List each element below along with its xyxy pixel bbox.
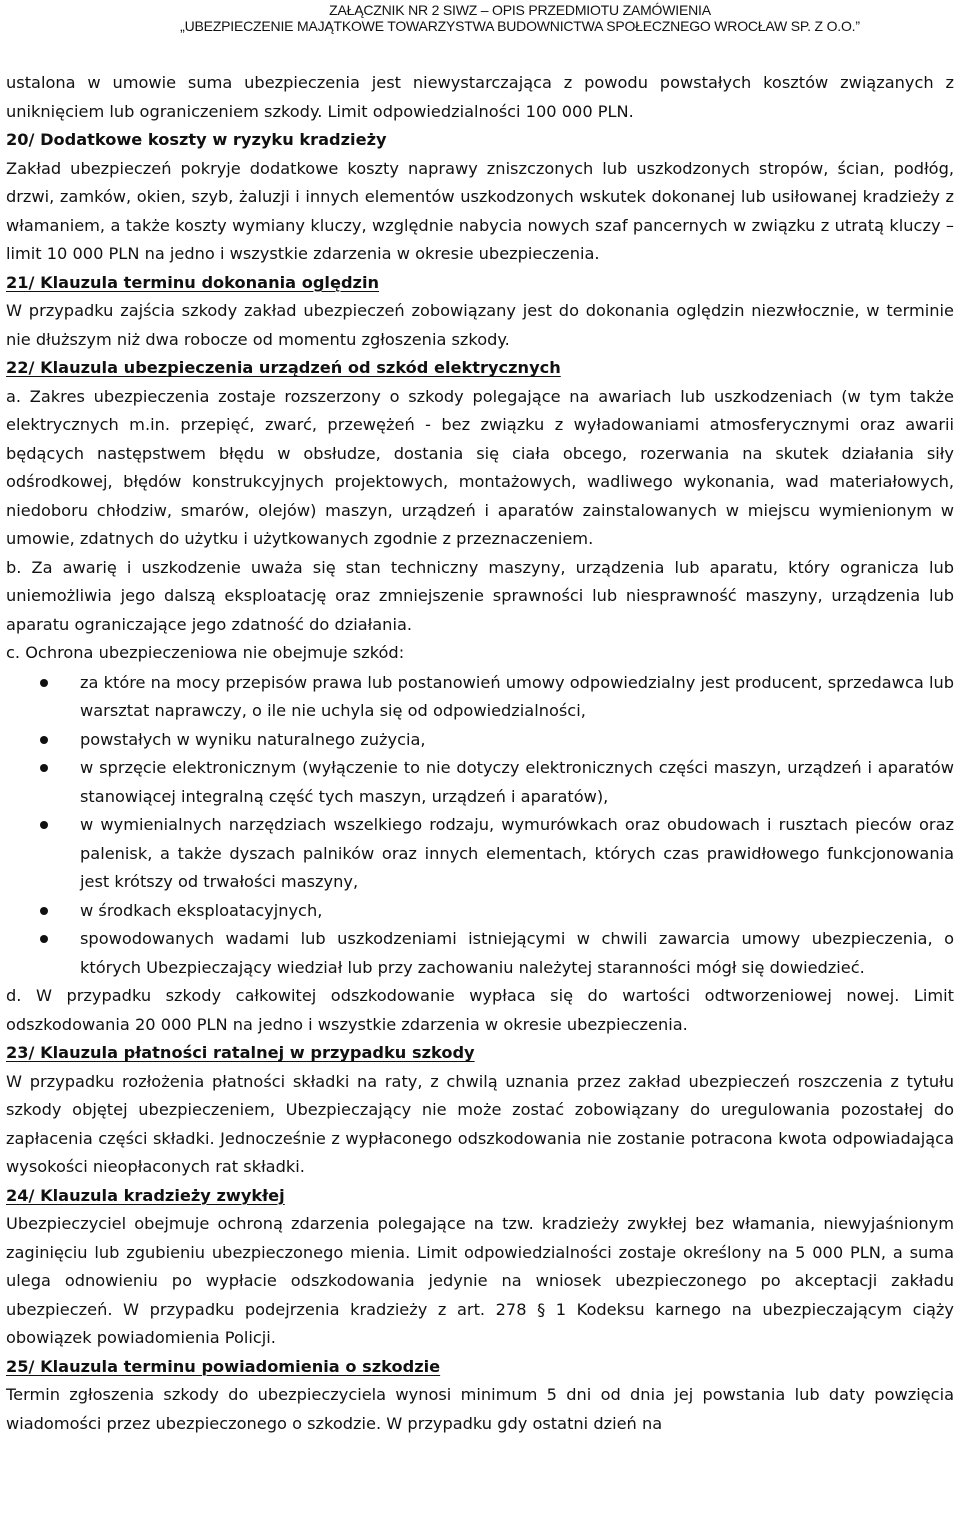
header-line-2: „UBEZPIECZENIE MAJĄTKOWE TOWARZYSTWA BUDOWNICTWA SPOŁECZNEGO WROCŁAW SP. Z O.O.” bbox=[180, 18, 860, 34]
intro-paragraph: ustalona w umowie suma ubezpieczenia jest niewystarczająca z powodu powstałych kosztów związanych z uniknięciem lub ograniczeniem szkody. Limit odpowiedzialności 100 000 PLN. bbox=[6, 73, 954, 121]
bullet-icon bbox=[40, 821, 48, 829]
section-20-body: Zakład ubezpieczeń pokryje dodatkowe koszty naprawy zniszczonych lub uszkodzonych stropów, ścian, podłóg, drzwi, zamków, okien, szyb, żaluzji i innych elementów uszkodzonych wskutek dokonanej lub usiłowanej kradzieży z włamaniem, a także koszty wymiany kluczy, względnie nabycia nowych szaf pancernych w związku z utratą kluczy – limit 10 000 PLN na jedno i wszystkie zdarzenia w okresie ubezpieczenia. bbox=[6, 158, 954, 263]
list-item bbox=[80, 669, 954, 726]
section-22-point-b: b. Za awarię i uszkodzenie uważa się stan techniczny maszyny, urządzenia lub aparatu, który ogranicza lub uniemożliwia jego dalszą eksploatację oraz zmniejszenie sprawności lub niesprawność maszyny, urządzenia lub aparatu ograniczające jego zdatność do działania. bbox=[6, 557, 954, 634]
bullet-icon bbox=[40, 935, 48, 943]
section-25-body: Termin zgłoszenia szkody do ubezpieczyciela wynosi minimum 5 dni od dnia jej powstania lub daty powzięcia wiadomości przez ubezpieczonego o szkodzie. W przypadku gdy ostatni dzień na bbox=[6, 1385, 954, 1433]
list-item-text: w środkach eksploatacyjnych, bbox=[80, 900, 323, 920]
section-22-point-d: d. W przypadku szkody całkowitej odszkodowanie wypłaca się do wartości odtworzeniowej nowej. Limit odszkodowania 20 000 PLN na jedno i wszystkie zdarzenia w okresie ubezpieczenia. bbox=[6, 986, 954, 1034]
section-24-heading: 24/ Klauzula kradzieży zwykłej bbox=[6, 1185, 285, 1205]
list-item bbox=[80, 726, 954, 755]
list-item bbox=[80, 811, 954, 897]
section-25-heading: 25/ Klauzula terminu powiadomienia o szkodzie bbox=[6, 1356, 441, 1376]
list-item-text: w wymienialnych narzędziach wszelkiego rodzaju, wymurówkach oraz obudowach i rusztach pieców oraz palenisk, a także dyszach palników oraz innych elementach, których czas prawidłowego funkcjonowania jest krótszy od trwałości maszyny, bbox=[80, 815, 954, 891]
section-24-body: Ubezpieczyciel obejmuje ochroną zdarzenia polegające na tzw. kradzieży zwykłej bez włamania, niewyjaśnionym zaginięciu lub zgubieniu ubezpieczonego mienia. Limit odpowiedzialności zostaje określony na 5 000 PLN, a suma ulega odnowieniu po wypłacie odszkodowania jedynie na wniosek ubezpieczonego po akceptacji zakładu ubezpieczeń. W przypadku podejrzenia kradzieży z art. 278 § 1 Kodeksu karnego na ubezpieczającym ciąży obowiązek powiadomienia Policji. bbox=[6, 1214, 954, 1347]
section-22-point-c: c. Ochrona ubezpieczeniowa nie obejmuje szkód: bbox=[6, 643, 405, 662]
document-body bbox=[6, 69, 954, 1438]
section-22-point-a: a. Zakres ubezpieczenia zostaje rozszerzony o szkody polegające na awariach lub uszkodzeniach (w tym także elektrycznych m.in. przepięć, zwarć, przewężeń - bez związku z wyładowaniami atmosferycznymi oraz awarii będących następstwem błędu w obsłudze, dostania się ciała obcego, rozerwania na skutek działania siły odśrodkowej, błędów konstrukcyjnych projektowych, montażowych, wadliwego wykonania, wad materiałowych, niedoboru chłodziw, smarów, olejów) maszyn, urządzeń i aparatów zainstalowanych w miejscu wymienionym w umowie, zdatnych do użytku i użytkowanych zgodnie z przeznaczeniem. bbox=[6, 386, 954, 548]
document-header bbox=[0, 0, 960, 34]
list-item-text: powstałych w wyniku naturalnego zużycia, bbox=[80, 729, 426, 749]
list-item-text: w sprzęcie elektronicznym (wyłączenie to nie dotyczy elektronicznych części maszyn, urządzeń i aparatów stanowiącej integralną część tych maszyn, urządzeń i aparatów), bbox=[80, 758, 954, 806]
section-23-body: W przypadku rozłożenia płatności składki na raty, z chwilą uznania przez zakład ubezpieczeń roszczenia z tytułu szkody objętej ubezpieczeniem, Ubezpieczający nie może zostać zobowiązany do uregulowania pozostałej do zapłacenia części składki. Jednocześnie z wypłaconego odszkodowania nie zostanie potracona kwota odpowiadająca wysokości nieopłaconych rat składki. bbox=[6, 1071, 954, 1176]
bullet-icon bbox=[40, 679, 48, 687]
header-line-1: ZAŁĄCZNIK NR 2 SIWZ – OPIS PRZEDMIOTU ZAMÓWIENIA bbox=[329, 2, 711, 18]
section-20-heading: 20/ Dodatkowe koszty w ryzyku kradzieży bbox=[6, 130, 387, 149]
list-item bbox=[80, 897, 954, 926]
section-21-body: W przypadku zajścia szkody zakład ubezpieczeń zobowiązany jest do dokonania oględzin niezwłocznie, w terminie nie dłuższym niż dwa robocze od momentu zgłoszenia szkody. bbox=[6, 301, 954, 349]
section-21-heading: 21/ Klauzula terminu dokonania oględzin bbox=[6, 272, 380, 292]
list-item bbox=[80, 754, 954, 811]
bullet-icon bbox=[40, 764, 48, 772]
section-22-heading: 22/ Klauzula ubezpieczenia urządzeń od szkód elektrycznych bbox=[6, 358, 561, 377]
bullet-icon bbox=[40, 907, 48, 915]
list-item bbox=[80, 925, 954, 982]
list-item-text: spowodowanych wadami lub uszkodzeniami istniejącymi w chwili zawarcia umowy ubezpieczenia, o których Ubezpieczający wiedział lub przy zachowaniu należytej staranności mógł się dowiedzieć. bbox=[80, 929, 954, 977]
exclusions-list bbox=[6, 669, 954, 983]
bullet-icon bbox=[40, 736, 48, 744]
section-23-heading: 23/ Klauzula płatności ratalnej w przypadku szkody bbox=[6, 1043, 475, 1062]
list-item-text: za które na mocy przepisów prawa lub postanowień umowy odpowiedzialny jest producent, sprzedawca lub warsztat naprawczy, o ile nie uchyla się od odpowiedzialności, bbox=[80, 672, 954, 720]
